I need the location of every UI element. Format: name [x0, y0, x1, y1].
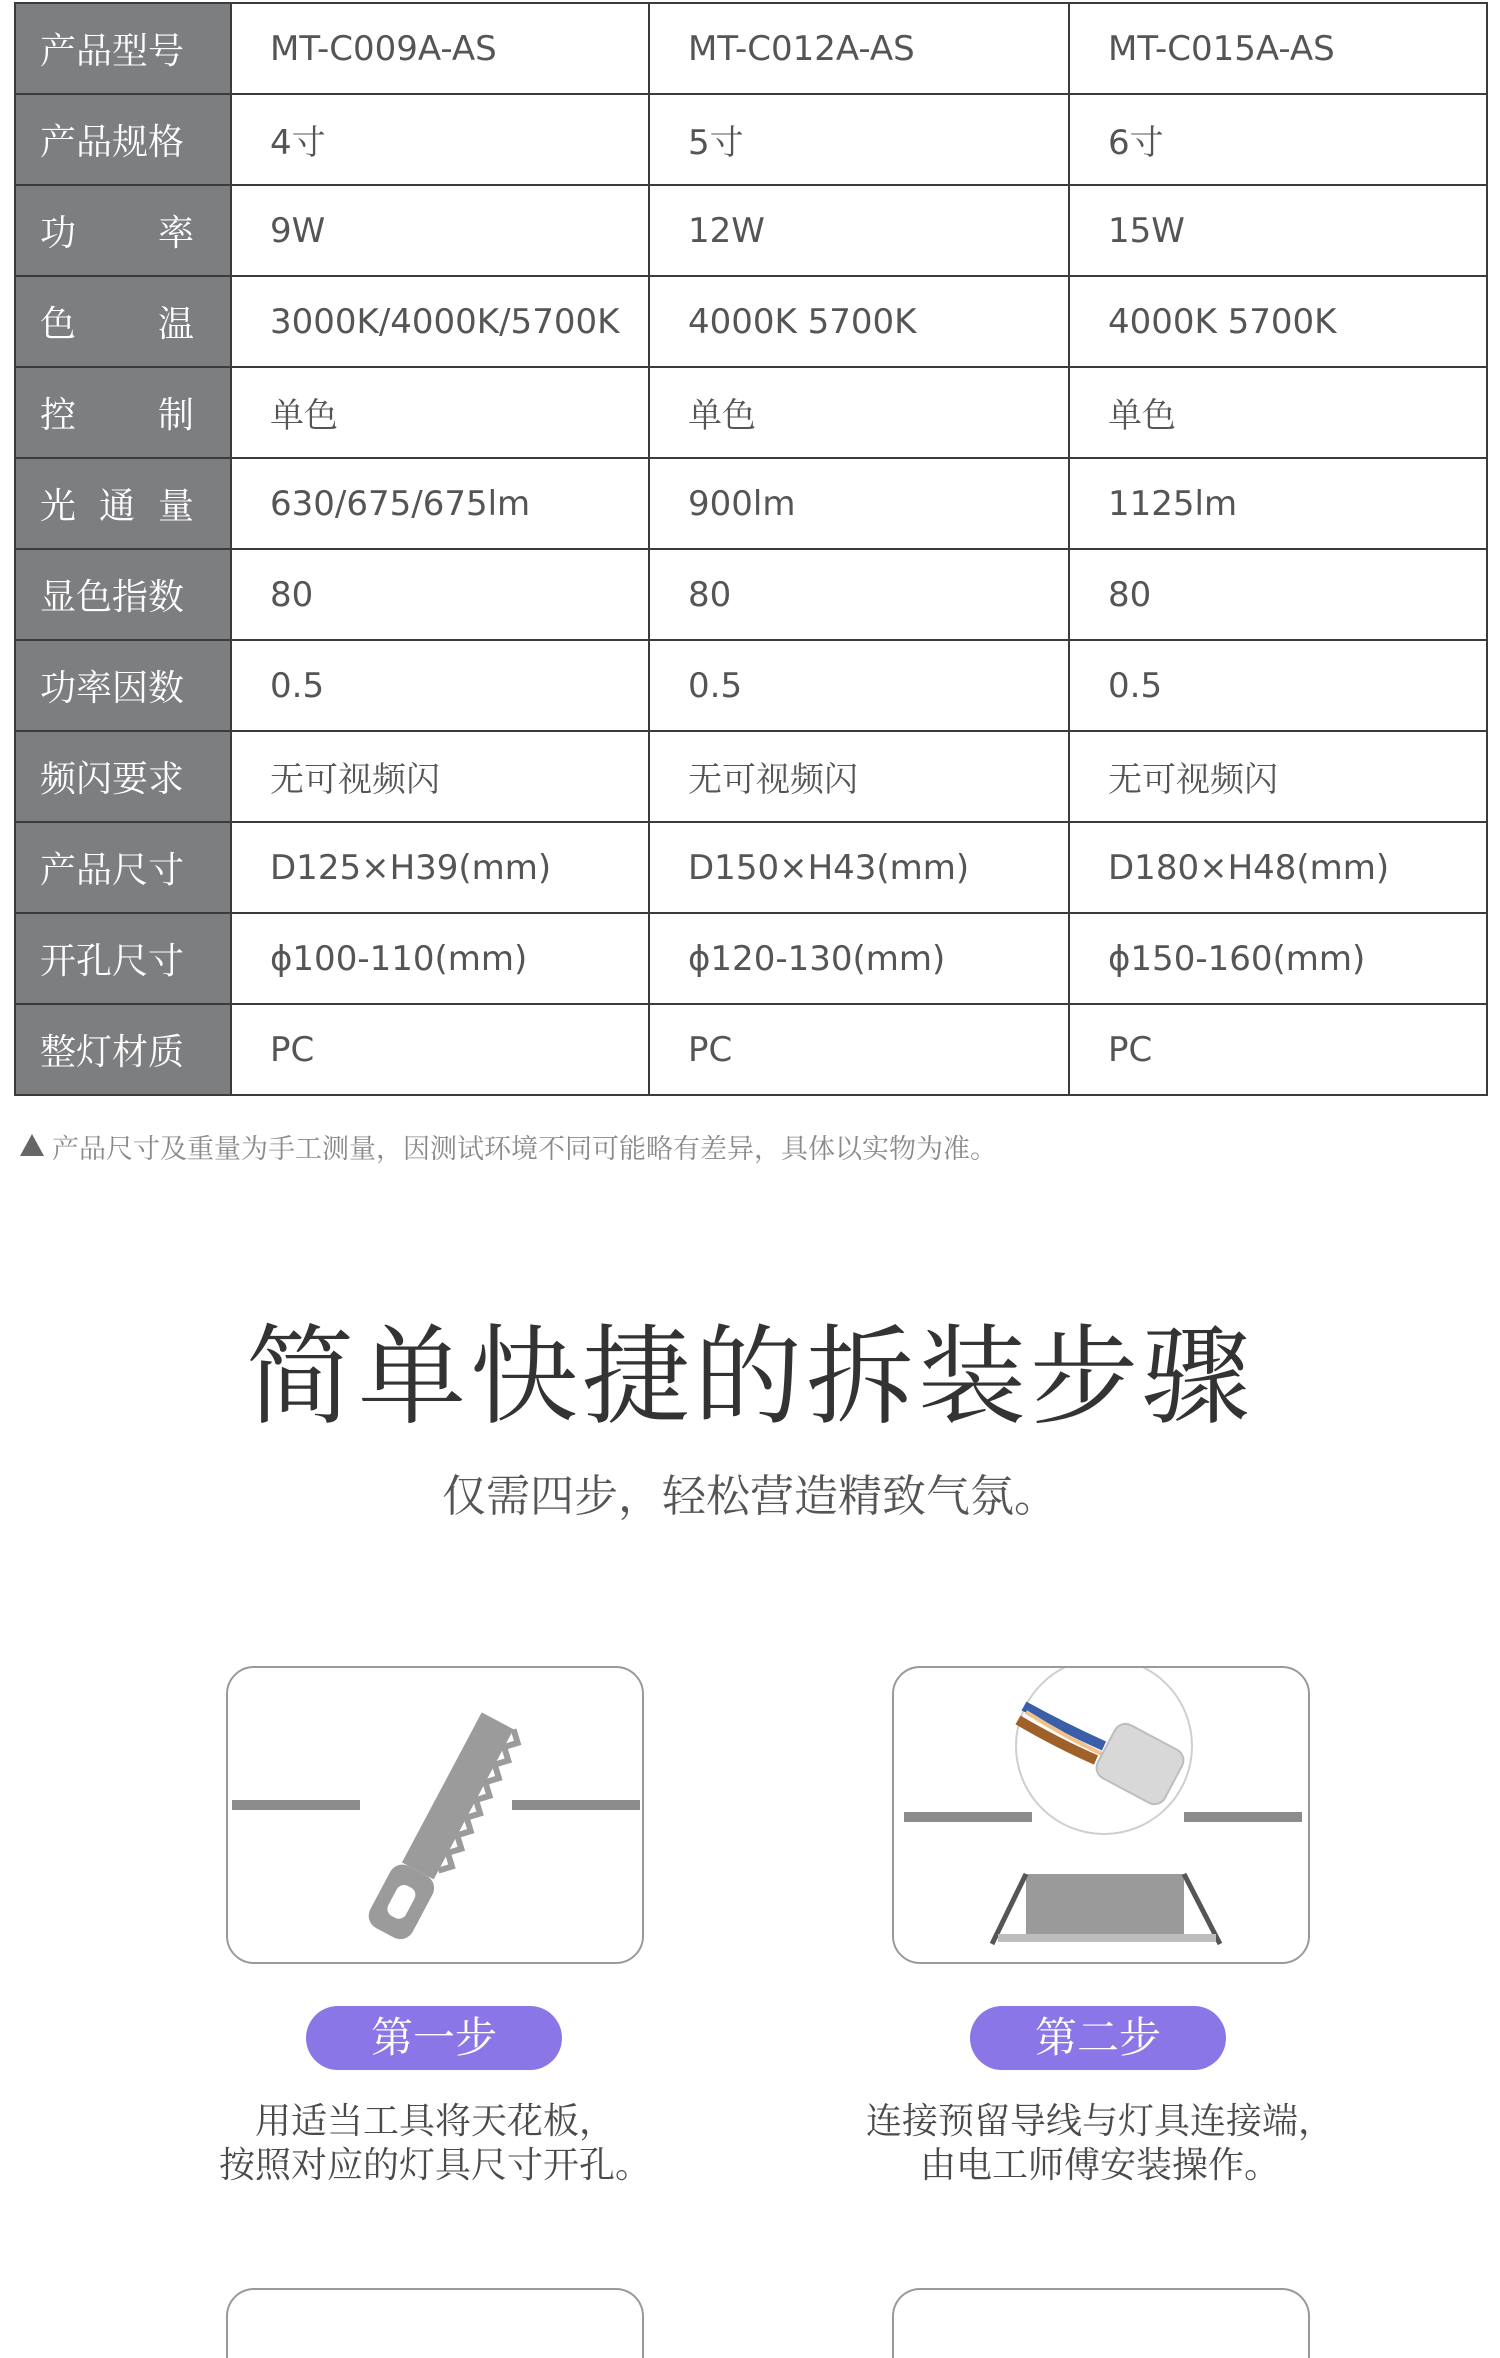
spec-row-label [15, 185, 231, 276]
spec-cell: 无可视频闪 [649, 731, 1069, 822]
section-title: 简单快捷的拆装步骤 [245, 1315, 1254, 1440]
spec-cell: 12W [649, 185, 1069, 276]
spec-table-body [15, 3, 1487, 1095]
spec-row [15, 822, 1487, 913]
spec-cell: D150×H43(mm) [649, 822, 1069, 913]
spec-cell: 80 [649, 549, 1069, 640]
step-1-illustration-card [226, 1666, 644, 1964]
spec-row-label-char: 温 [157, 304, 194, 345]
spec-row-label-char: 功 [40, 213, 77, 254]
spec-cell: 单色 [231, 367, 649, 458]
disclaimer-note [20, 1127, 997, 1166]
spec-cell: 5寸 [649, 94, 1069, 185]
step-1-desc-line1: 用适当工具将天花板， [254, 2101, 615, 2142]
spec-cell: ϕ100-110(mm) [231, 913, 649, 1004]
spec-cell: 0.5 [231, 640, 649, 731]
step-2-description [820, 2100, 1380, 2188]
spec-cell: 3000K/4000K/5700K [231, 276, 649, 367]
spec-row [15, 367, 1487, 458]
spec-row-label: 频闪要求 [15, 731, 231, 822]
step-2-badge: 第二步 [970, 2006, 1226, 2070]
spec-cell: 630/675/675lm [231, 458, 649, 549]
spec-cell: 1125lm [1069, 458, 1487, 549]
spec-row-label: 产品规格 [15, 94, 231, 185]
spec-row [15, 913, 1487, 1004]
spec-cell: 80 [1069, 549, 1487, 640]
spec-cell: MT-C009A-AS [231, 3, 649, 94]
step-2-desc-line2: 由电工师傅安装操作。 [919, 2145, 1280, 2186]
spec-row-label-char: 控 [40, 395, 77, 436]
spec-row [15, 185, 1487, 276]
spec-cell: 80 [231, 549, 649, 640]
spec-row [15, 731, 1487, 822]
spec-row [15, 3, 1487, 94]
spec-row-label [15, 276, 231, 367]
spec-row-label-char: 制 [157, 395, 194, 436]
spec-row-label: 产品型号 [15, 3, 231, 94]
spec-cell: 单色 [1069, 367, 1487, 458]
spec-cell: 6寸 [1069, 94, 1487, 185]
spec-cell: 0.5 [649, 640, 1069, 731]
spec-cell: MT-C012A-AS [649, 3, 1069, 94]
spec-table [14, 2, 1488, 1096]
spec-cell: PC [231, 1004, 649, 1095]
spec-cell: 0.5 [1069, 640, 1487, 731]
step-3-illustration-card [226, 2288, 644, 2358]
spec-cell: MT-C015A-AS [1069, 3, 1487, 94]
spec-cell: ϕ120-130(mm) [649, 913, 1069, 1004]
section-subtitle: 仅需四步，轻松营造精致气氛。 [442, 1471, 1058, 1522]
disclaimer-text: 产品尺寸及重量为手工测量，因测试环境不同可能略有差异，具体以实物为准。 [52, 1134, 997, 1165]
spec-row [15, 94, 1487, 185]
spec-cell: 无可视频闪 [231, 731, 649, 822]
spec-cell: 4寸 [231, 94, 649, 185]
spec-cell: 无可视频闪 [1069, 731, 1487, 822]
spec-cell: 4000K 5700K [1069, 276, 1487, 367]
step-2-illustration-card [892, 1666, 1310, 1964]
spec-row-label [15, 458, 231, 549]
step-2-desc-line1: 连接预留导线与灯具连接端， [865, 2101, 1334, 2142]
spec-row-label: 开孔尺寸 [15, 913, 231, 1004]
spec-row-label-char: 光 [40, 486, 77, 527]
spec-row-label-char: 色 [40, 304, 77, 345]
step-1-desc-line2: 按照对应的灯具尺寸开孔。 [218, 2145, 651, 2186]
wire-connector-icon [894, 1668, 1310, 1964]
spec-row-label-char: 量 [157, 486, 194, 527]
saw-cutting-ceiling-icon [228, 1668, 644, 1964]
warning-triangle-icon [20, 1134, 44, 1156]
spec-cell: 15W [1069, 185, 1487, 276]
spec-cell: 单色 [649, 367, 1069, 458]
step-1-description [155, 2100, 715, 2188]
spec-cell: D125×H39(mm) [231, 822, 649, 913]
spec-row-label-char: 率 [157, 213, 194, 254]
spec-cell: D180×H48(mm) [1069, 822, 1487, 913]
step-1-badge: 第一步 [306, 2006, 562, 2070]
spec-row [15, 549, 1487, 640]
spec-row-label [15, 367, 231, 458]
spec-row-label: 产品尺寸 [15, 822, 231, 913]
spec-row [15, 458, 1487, 549]
step-4-illustration-card [892, 2288, 1310, 2358]
spec-cell: 9W [231, 185, 649, 276]
spec-cell: ϕ150-160(mm) [1069, 913, 1487, 1004]
spec-cell: 4000K 5700K [649, 276, 1069, 367]
spec-row-label: 整灯材质 [15, 1004, 231, 1095]
spec-row [15, 1004, 1487, 1095]
spec-row-label-char: 通 [98, 486, 135, 527]
spec-cell: PC [649, 1004, 1069, 1095]
spec-cell: PC [1069, 1004, 1487, 1095]
spec-row [15, 640, 1487, 731]
spec-row [15, 276, 1487, 367]
spec-cell: 900lm [649, 458, 1069, 549]
spec-row-label: 功率因数 [15, 640, 231, 731]
spec-row-label: 显色指数 [15, 549, 231, 640]
